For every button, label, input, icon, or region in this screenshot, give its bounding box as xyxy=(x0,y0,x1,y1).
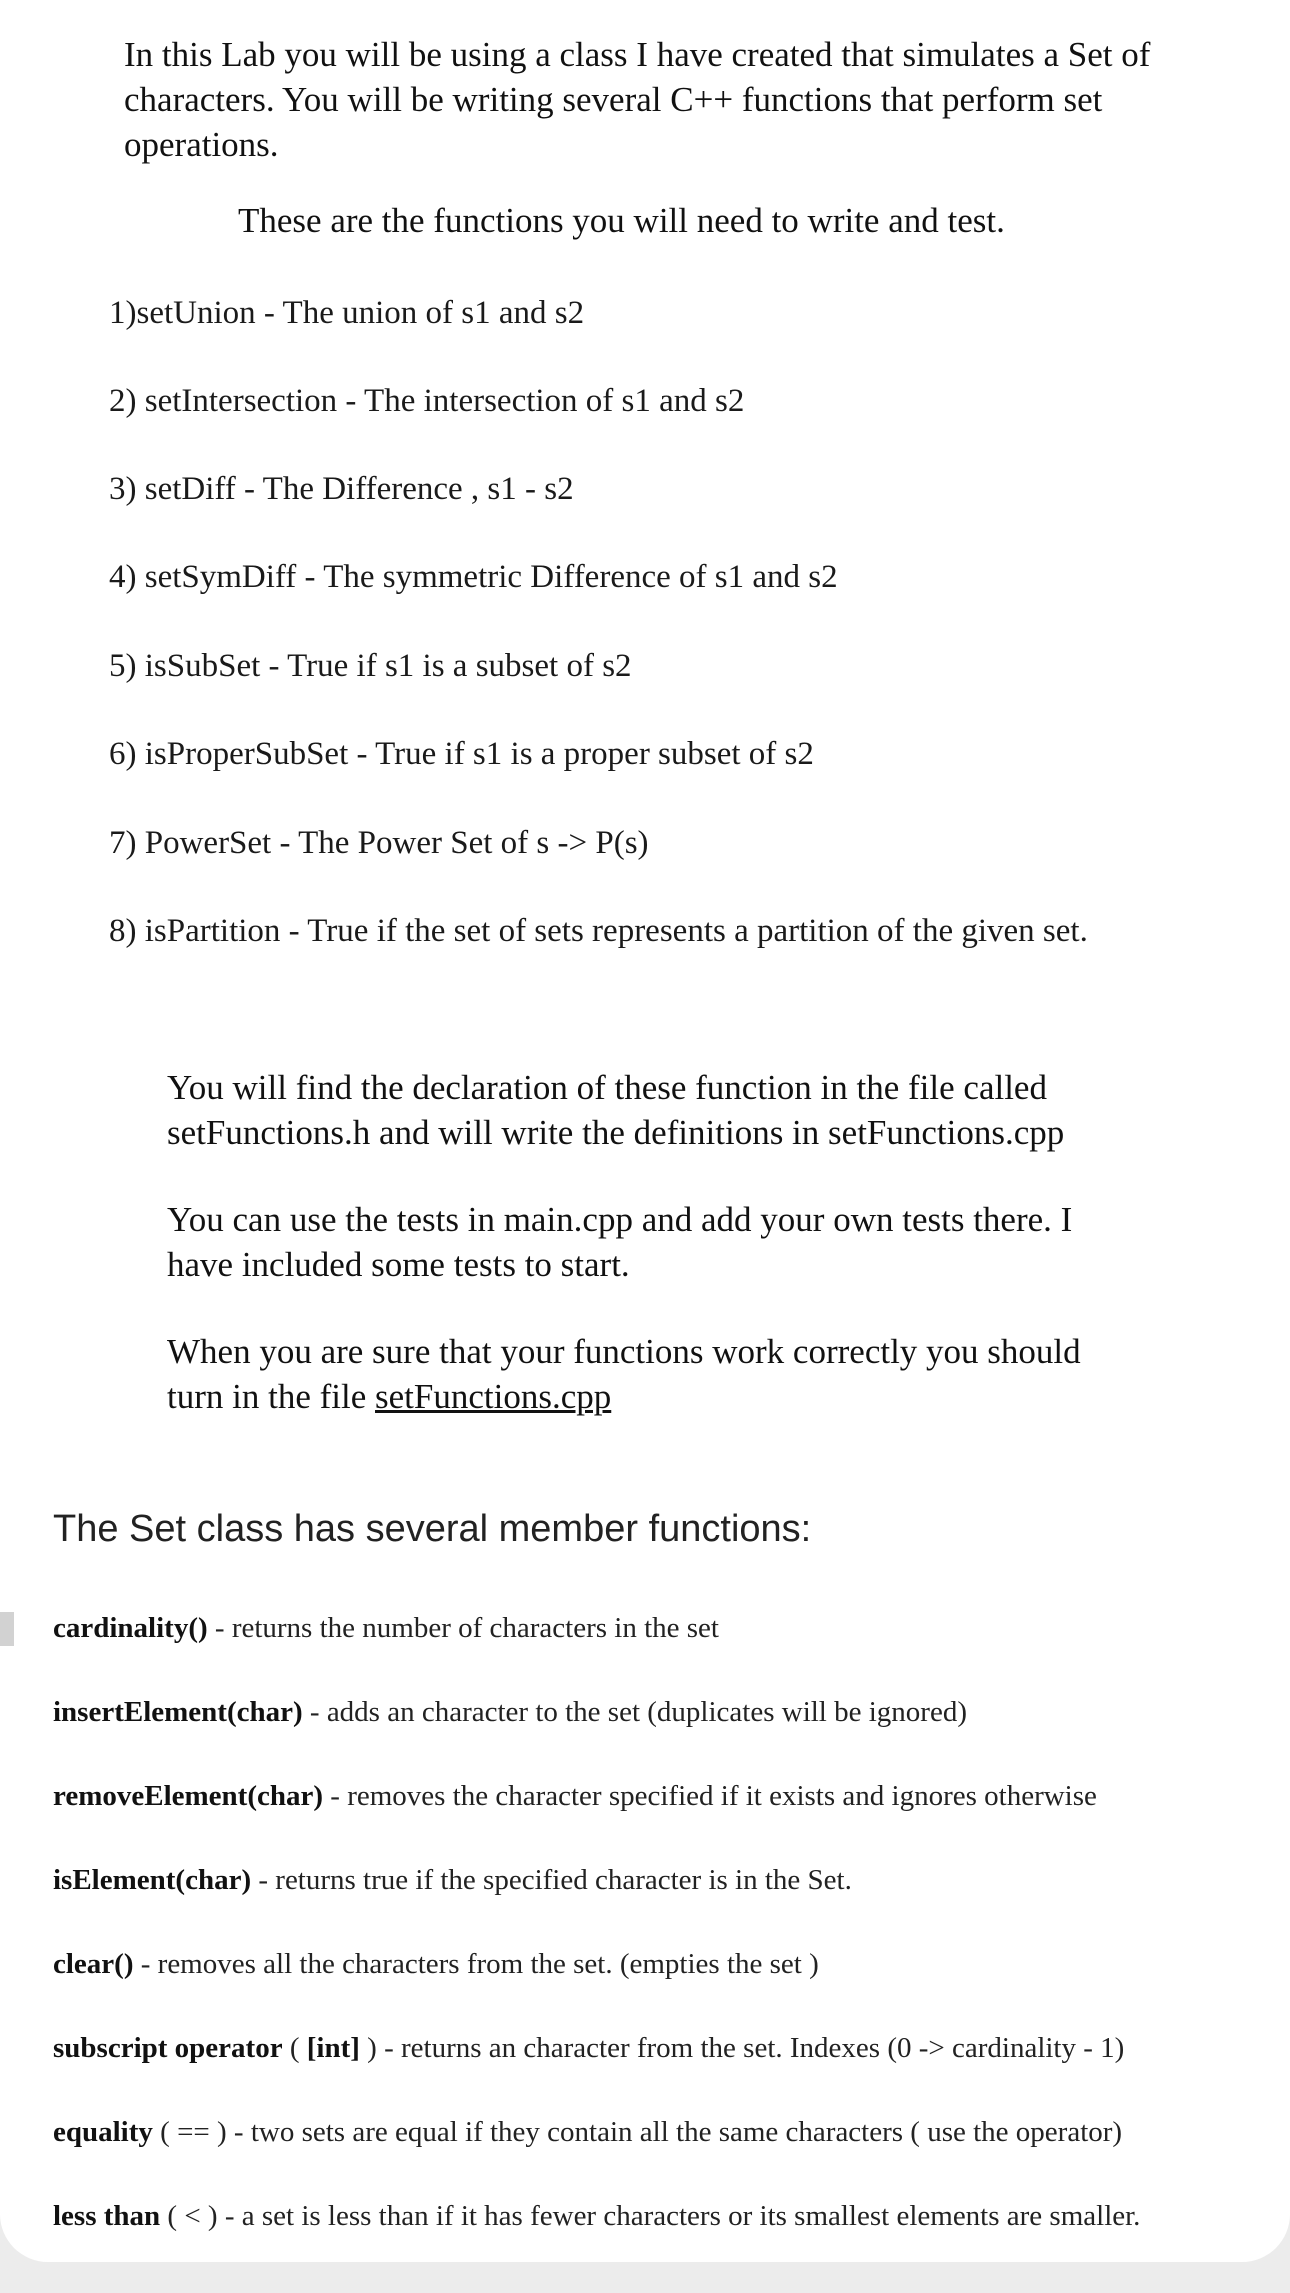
note-line: have included some tests to start. xyxy=(167,1245,630,1284)
member-name: removeElement(char) xyxy=(53,1780,324,1812)
member-name: less than xyxy=(53,2200,161,2232)
member-desc: - adds an character to the set (duplicates will be ignored) xyxy=(302,1696,967,1728)
function-item-set-sym-diff: 4) setSymDiff - The symmetric Difference of s1 and s2 xyxy=(109,559,838,595)
member-item-remove-element xyxy=(53,1778,1097,1814)
turn-in-file-link[interactable]: setFunctions.cpp xyxy=(375,1377,612,1416)
member-desc: ( xyxy=(282,2032,307,2064)
member-functions-title: The Set class has several member functions: xyxy=(53,1508,812,1550)
function-item-set-diff: 3) setDiff - The Difference , s1 - s2 xyxy=(109,471,574,507)
function-item-power-set: 7) PowerSet - The Power Set of s -> P(s) xyxy=(109,825,649,861)
member-item-is-element xyxy=(53,1862,852,1898)
member-name: [int] xyxy=(306,2032,360,2064)
function-item-set-intersection: 2) setIntersection - The intersection of s1 and s2 xyxy=(109,383,745,419)
function-item-set-union: 1)setUnion - The union of s1 and s2 xyxy=(109,295,585,331)
member-desc: - returns the number of characters in the set xyxy=(207,1612,719,1644)
member-item-insert-element xyxy=(53,1694,967,1730)
intro-line: operations. xyxy=(124,125,279,164)
functions-subheading: These are the functions you will need to write and test. xyxy=(238,201,1005,240)
member-desc: ) - returns an character from the set. Indexes (0 -> cardinality - 1) xyxy=(359,2032,1125,2064)
scroll-marker xyxy=(0,1612,14,1646)
member-name: clear() xyxy=(53,1948,134,1980)
note-line: setFunctions.h and will write the definitions in setFunctions.cpp xyxy=(167,1113,1065,1152)
tests-note xyxy=(167,1197,1072,1287)
member-desc: ( == ) - two sets are equal if they contain all the same characters ( use the operator) xyxy=(152,2116,1123,2148)
member-item-less-than xyxy=(53,2198,1140,2234)
member-desc: - returns true if the specified character is in the Set. xyxy=(251,1864,852,1896)
function-item-is-subset: 5) isSubSet - True if s1 is a subset of s2 xyxy=(109,648,632,684)
member-desc: ( < ) - a set is less than if it has fewer characters or its smallest elements are smaller. xyxy=(160,2200,1141,2232)
declaration-note xyxy=(167,1065,1064,1155)
turn-in-note xyxy=(167,1329,1081,1419)
member-desc: - removes the character specified if it exists and ignores otherwise xyxy=(323,1780,1097,1812)
member-item-clear xyxy=(53,1946,819,1982)
intro-paragraph xyxy=(124,32,1150,167)
note-line: You will find the declaration of these function in the file called xyxy=(167,1068,1047,1107)
member-item-cardinality xyxy=(53,1610,719,1646)
function-item-is-partition: 8) isPartition - True if the set of sets represents a partition of the given set. xyxy=(109,913,1088,949)
member-item-equality xyxy=(53,2114,1122,2150)
note-line: You can use the tests in main.cpp and add your own tests there. I xyxy=(167,1200,1073,1239)
member-name: isElement(char) xyxy=(53,1864,252,1896)
member-name: subscript operator xyxy=(53,2032,283,2064)
note-line-prefix: turn in the file xyxy=(167,1377,376,1416)
member-desc: - removes all the characters from the set. (empties the set ) xyxy=(133,1948,819,1980)
member-name: cardinality() xyxy=(53,1612,208,1644)
intro-line: In this Lab you will be using a class I have created that simulates a Set of xyxy=(124,35,1151,74)
note-line: When you are sure that your functions work correctly you should xyxy=(167,1332,1081,1371)
function-item-is-proper-subset: 6) isProperSubSet - True if s1 is a proper subset of s2 xyxy=(109,736,814,772)
member-item-subscript-operator xyxy=(53,2030,1124,2066)
intro-line: characters. You will be writing several C++ functions that perform set xyxy=(124,80,1103,119)
member-name: equality xyxy=(53,2116,153,2148)
member-name: insertElement(char) xyxy=(53,1696,303,1728)
